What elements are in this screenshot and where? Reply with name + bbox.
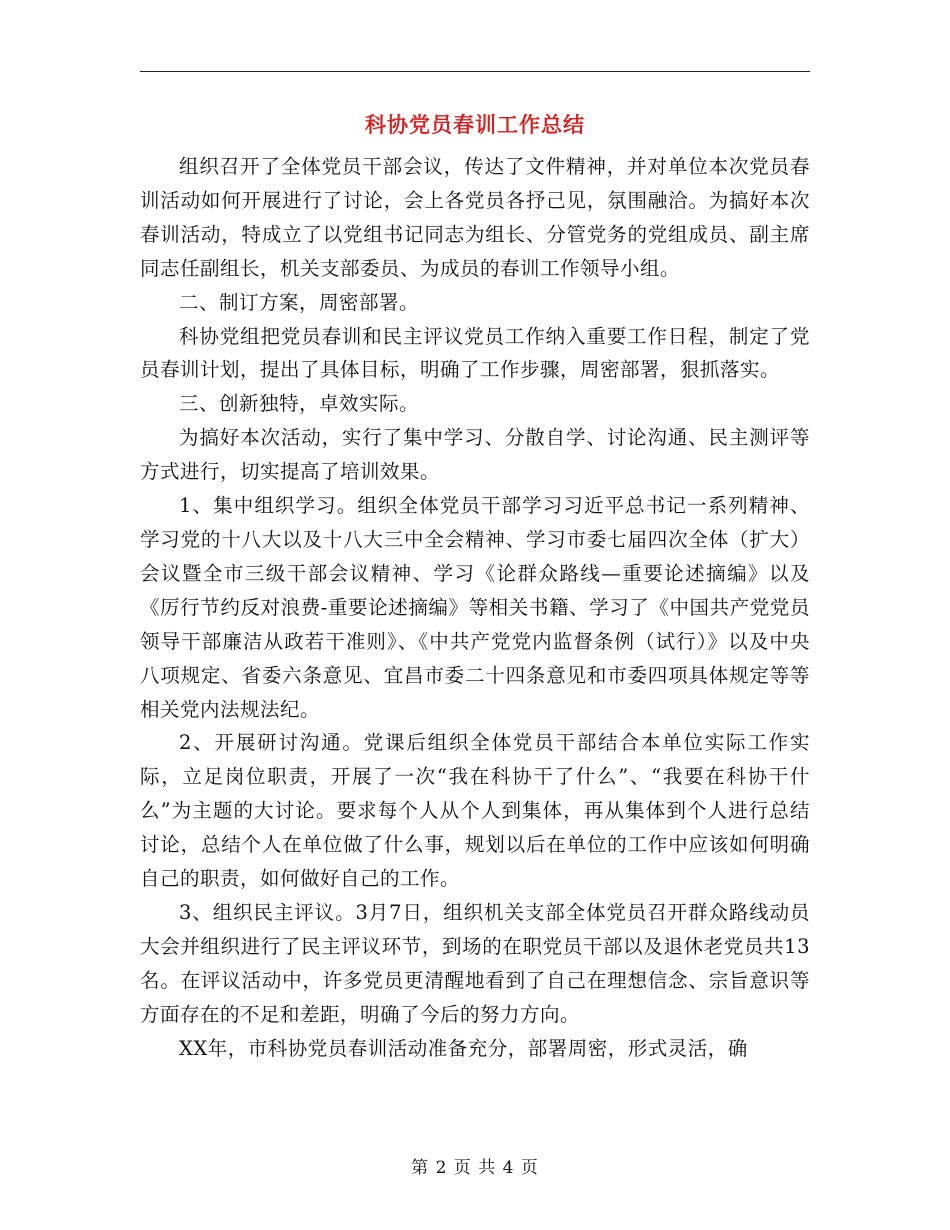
paragraph-methods: 为搞好本次活动，实行了集中学习、分散自学、讨论沟通、民主测评等方式进行，切实提高了培训效果。 (140, 426, 810, 484)
paragraph-intro: 组织召开了全体党员干部会议，传达了文件精神，并对单位本次党员春训活动如何开展进行了讨论，会上各党员各抒己见，氛围融洽。为搞好本次春训活动，特成立了以党组书记同志为组长、分管党务的党组成员、副主席同志任副组长，机关支部委员、为成员的春训工作领导小组。 (140, 155, 810, 280)
paragraph-summary: XX年，市科协党员春训活动准备充分，部署周密，形式灵活，确 (179, 1036, 748, 1060)
document-body (140, 150, 810, 1065)
document-title: 科协党员春训工作总结 (365, 112, 585, 137)
section-heading-3: 三、创新独特，卓效实际。 (179, 392, 420, 416)
page-footer: 第 2 页 共 4 页 (411, 1158, 539, 1178)
section-heading-2: 二、制订方案，周密部署。 (179, 290, 420, 314)
paragraph-study: 1、集中组织学习。组织全体党员干部学习习近平总书记一系列精神、学习党的十八大以及十八大三中全会精神、学习市委七届四次全体（扩大）会议暨全市三级干部会议精神、学习《论群众路线—重要论述摘编》以及《厉行节约反对浪费-重要论述摘编》等相关书籍、学习了《中国共产党党员领导干部廉洁从政若干准则》、《中共产党党内监督条例（试行）》以及中央八项规定、省委六条意见、宜昌市委二十四条意见和市委四项具体规定等等相关党内法规法纪。 (140, 494, 810, 721)
paragraph-plan: 科协党组把党员春训和民主评议党员工作纳入重要工作日程，制定了党员春训计划，提出了具体目标，明确了工作步骤，周密部署，狠抓落实。 (140, 324, 810, 382)
paragraph-evaluation: 3、组织民主评议。3月7日，组织机关支部全体党员召开群众路线动员大会并组织进行了民主评议环节，到场的在职党员干部以及退休老党员共13名。在评议活动中，许多党员更清醒地看到了自己在理想信念、宗旨意识等方面存在的不足和差距，明确了今后的努力方向。 (140, 900, 810, 1026)
header-rule (140, 71, 810, 72)
paragraph-discussion: 2、开展研讨沟通。党课后组织全体党员干部结合本单位实际工作实际，立足岗位职责，开展了一次“我在科协干了什么”、“我要在科协干什么”为主题的大讨论。要求每个人从个人到集体，再从集体到个人进行总结讨论，总结个人在单位做了什么事，规划以后在单位的工作中应该如何明确自己的职责，如何做好自己的工作。 (140, 731, 810, 891)
